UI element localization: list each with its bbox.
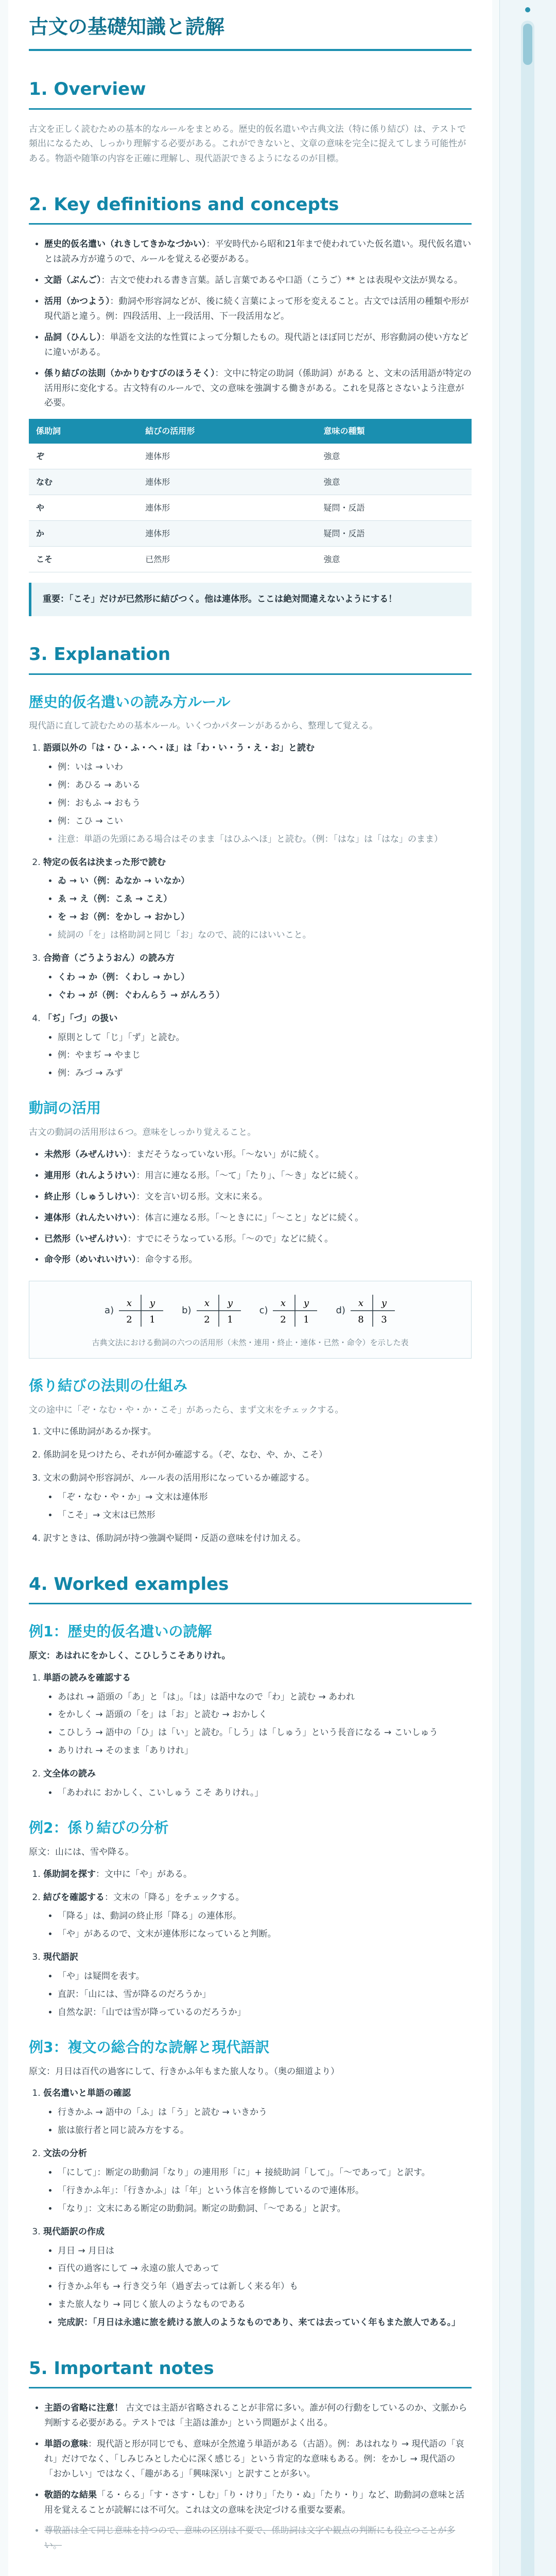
list-item [44,1252,472,1267]
step-title: 文全体の読み [43,1769,96,1780]
table-cell: 疑問・反語 [316,495,472,520]
list-item: • 百代の過客にして → 永遠の旅人であって [58,2261,472,2276]
scrollbar-track[interactable] [521,21,534,2576]
sub-list [43,1030,472,1081]
example-heading: 例3：複文の総合的な読解と現代語訳 [29,2038,270,2056]
list-item: • 原則として「じ」「ず」と読む。 [58,1030,472,1045]
conjugation-figure [29,1281,472,1359]
list-item: • 例：おもふ → おもう [58,796,472,811]
term: 歴史的仮名遣い（れきしてきかなづかい） [44,239,206,250]
term: 品詞（ひんし） [44,332,101,343]
list-item: • 注意：単語の先頭にある場合はそのまま「はひふへほ」と読む。（例：「はな」は「はな」のまま） [58,832,472,847]
step-title: 文末の動詞や形容詞が、ルール表の活用形になっているか確認する。 [43,1473,315,1484]
table-row [29,495,472,520]
list-item: • 「行きかふ年」：「行きかふ」は「年」という体言を修飾しているので連体形。 [58,2183,472,2198]
list-item [44,1147,472,1162]
table-row [29,469,472,495]
kakari-table [29,419,472,572]
overview-paragraph: 古文を正しく読むための基本的なルールをまとめる。歴史的仮名遣いや古典文法（特に係り結び）は、テストで頻出になるため、しっかり理解する必要がある。これができないと、文章の意味を完全に捉えてしまう可能性がある。物語や随筆の内容を正確に理解し、現代語訳できるようになるのが目標。 [29,124,466,164]
matrix-cell: 3 [381,1314,387,1326]
list-item: • 直訳：「山には、雪が降るのだろうか」 [58,1987,472,2002]
term: 単語の意味 [44,2438,88,2449]
list-item [44,1190,472,1205]
matrix-cell: 8 [358,1314,364,1326]
example-heading: 例2：係り結びの分析 [29,1819,169,1836]
list-item: 2. 係助詞を見つけたら、それが何か確認する。（ぞ、なむ、や、か、こそ） [43,1448,472,1463]
list-item [44,2401,472,2431]
list-item: • ゐ → い（例：ゐなか → いなか） [58,874,472,889]
list-item: • 「にして」：断定の助動詞「なり」の連用形「に」+ 接続助詞「して」。「〜であって」と訳す。 [58,2165,472,2180]
sub-list [43,1909,472,1942]
list-item: • ありけれ → そのまま「ありけれ」 [58,1743,472,1758]
notes-list [29,2401,472,2553]
figure-caption: 古典文法における動詞の六つの活用形（未然・連用・終止・連体・已然・命令）を示した表 [92,1338,409,1348]
list-item: • 行きかふ年も → 行き交う年（過ぎ去っては新しく来る年）も [58,2279,472,2294]
matrix-cell: 1 [227,1314,233,1326]
matrix-cell: x [281,1298,286,1309]
list-item: • 完成訳：「月日は永遠に旅を続ける旅人のようなものであり、来ては去っていく年もまた旅人である。」 [58,2315,472,2330]
term: 終止形（しゅうしけい） [44,1191,136,1202]
subsection-intro: 古文の動詞の活用形は６つ。意味をしっかり覚えること。 [29,1127,256,1138]
figure-label: b) [182,1305,192,1316]
struck-text: 尊敬語は全て同じ意味を持つので、意味の区別は不要で、係助詞は文字や観点の判断にも役立つことが多い。 [44,2526,456,2551]
rule-title: 「ぢ」「づ」の扱い [43,1013,118,1024]
sub-list [43,2165,472,2216]
subsection-heading: 係り結びの法則の仕組み [29,1377,188,1394]
list-item [44,237,472,267]
list-item [44,294,472,324]
matrix-cell: y [150,1298,155,1309]
subsection-intro: 文の途中に「ぞ・なむ・や・か・こそ」があったら、まず文末をチェックする。 [29,1404,344,1415]
definition: ：動詞や形容詞などが、後に続く言葉によって形を変えること。古文では活用の種類や形が現代語と違う。例：四段活用、上一段活用、下一段活用など。 [44,296,469,321]
list-item: • あはれ → 語頭の「あ」と「は」。「は」は語中なので「わ」と読む → あわれ [58,1690,472,1705]
term: 連体形（れんたいけい） [44,1212,136,1223]
page-title: 古文の基礎知識と読解 [29,14,472,51]
table-cell: 連体形 [138,469,316,495]
list-item: • 例：いは → いわ [58,760,472,775]
list-item [43,855,472,943]
scroll-rail [499,0,556,2576]
table-cell: ぞ [29,444,138,469]
subsection-heading: 動詞の活用 [29,1099,101,1117]
list-item: • 続詞の「を」は格助詞と同じ「お」なので、読的にはいいこと。 [58,928,472,943]
column-header: 意味の種類 [316,419,472,443]
figure-label: d) [336,1305,345,1316]
list-item [43,1471,472,1523]
sub-list [43,2244,472,2330]
table-cell: や [29,495,138,520]
document-content [8,0,492,2576]
definition: ：文を言い切る形。文末に来る。 [136,1191,268,1202]
matrix-cell: y [227,1298,233,1309]
matrix-cell: 1 [303,1314,310,1326]
step-title: 現代語訳の作成 [43,2226,105,2237]
list-item: • 例：やまぢ → やまじ [58,1048,472,1063]
term: 敬語的な結果 [44,2489,97,2500]
table-cell: 連体形 [138,495,316,520]
list-item [43,1011,472,1081]
conjugation-list [29,1147,472,1267]
list-item: • 「こそ」→ 文末は已然形 [58,1508,472,1523]
list-item: • 旅は旅行者と同じ読み方をする。 [58,2123,472,2138]
table-cell: 強意 [316,444,472,469]
example-problem: 原文：あはれにをかしく、こひしうこそありけれ。 [29,1650,231,1661]
example-steps [29,1867,472,2020]
matrix-cell: 1 [149,1314,155,1326]
list-item: 4. 訳すときは、係助詞が持つ強調や疑問・反語の意味を付け加える。 [43,1531,472,1546]
sub-list [43,2105,472,2138]
table-row [29,521,472,547]
example-heading: 例1：歴史的仮名遣いの読解 [29,1623,212,1640]
example-steps [29,2086,472,2330]
list-item [44,366,472,411]
example-problem: 原文：山には、雪や降る。 [29,1846,134,1857]
list-item [44,330,472,360]
matrix-cell: 2 [203,1314,210,1326]
definition: ：用言に連なる形。「〜て」「たり」、「〜き」などに続く。 [136,1170,364,1181]
list-item: • 「や」があるので、文末が連体形になっていると判断。 [58,1927,472,1942]
list-item: • 例：こひ → こい [58,814,472,829]
list-item [43,1767,472,1801]
list-item-struck [44,2523,472,2553]
list-item: • 例：あひる → あいる [58,778,472,793]
list-item: • 「降る」は、動詞の終止形「降る」の連体形。 [58,1909,472,1924]
definition: ：命令する形。 [136,1255,198,1265]
figure-label: a) [105,1305,114,1316]
list-item [43,2225,472,2330]
table-row [29,547,472,572]
definition: ：古文で使われる書き言葉。話し言葉であるや口語（こうご）** とは表現や文法が異なる。 [101,275,463,286]
scrollbar-thumb[interactable] [523,24,532,65]
term: 係り結びの法則（かかりむすびのほうそく） [44,368,215,379]
list-item: • こひしう → 語中の「ひ」は「い」と読む。「しう」は「しゅう」という長音になる → こいしゅう [58,1725,472,1740]
list-item [44,1211,472,1226]
sub-list [43,1490,472,1523]
matrix-cell: y [381,1298,387,1309]
list-item: • ぐわ → が（例：ぐわんらう → がんろう） [58,988,472,1003]
kakari-steps-list [29,1425,472,1546]
subsection-intro: 現代語に直して読むための基本ルール。いくつかパターンがあるから、整理して覚える。 [29,721,378,732]
list-item: • 例：みづ → みず [58,1066,472,1081]
list-item [44,1168,472,1183]
list-item: • 行きかふ → 語中の「ふ」は「う」と読む → いきかう [58,2105,472,2120]
sub-list [43,760,472,846]
matrix-cell: 2 [126,1314,132,1326]
list-item [43,1950,472,2020]
list-item [43,2086,472,2138]
table-cell: 疑問・反語 [316,521,472,547]
subsection-heading: 歴史的仮名遣いの読み方ルール [29,693,231,710]
table-cell: か [29,521,138,547]
matrix-cell: x [204,1298,210,1309]
term: 未然形（みぜんけい） [44,1149,128,1160]
example-problem: 原文：月日は百代の過客にして、行きかふ年もまた旅人なり。（奥の細道より） [29,2066,340,2077]
term: 連用形（れんようけい） [44,1170,136,1181]
definition: ：単語を文法的な性質によって分類したもの。現代語とほぼ同じだが、形容動詞の使い方などに違いがある。 [44,332,468,358]
sub-list [43,874,472,943]
list-item [43,1867,472,1882]
kana-rules-list [29,741,472,1081]
term: 命令形（めいれいけい） [44,1255,136,1265]
figure-item [105,1293,164,1329]
table-cell: 強意 [316,469,472,495]
table-row [29,444,472,469]
matrix-diagram [350,1293,396,1329]
figure-item [336,1293,395,1329]
list-item [43,1890,472,1942]
term: 主語の省略に注意！ [44,2403,123,2414]
term: 文語（ぶんご） [44,275,101,286]
matrix-diagram [272,1293,318,1329]
list-item [44,2488,472,2518]
list-item: • 「あわれに おかしく、こいしゅう こそ ありけれ。」 [58,1786,472,1801]
step-title: 係助詞を探す [43,1869,96,1879]
list-item [44,1232,472,1247]
section-heading-examples: 4. Worked examples [29,1573,472,1604]
note-text: 「る・らる」「す・さす・しむ」「り・けり」「たり・ぬ」「たり・り」など、助動詞の意味と活用を覚えることが読解には不可欠。これは文の意味を決定づける重要な要素。 [44,2489,464,2515]
matrix-diagram [196,1293,242,1329]
list-item: • を → お（例：をかし → おかし） [58,910,472,925]
matrix-cell: 2 [280,1314,287,1326]
figure-item [259,1293,319,1329]
list-item [44,273,472,288]
note-text: 古文では主語が省略されることが非常に多い。誰が何の行動をしているのか、文脈から判断する必要がある。テストでは「主語は誰か」という問題がよく出る。 [44,2403,467,2429]
section-heading-definitions: 2. Key definitions and concepts [29,193,472,225]
section-heading-explanation: 3. Explanation [29,643,472,674]
note-text: ：現代語と形が同じでも、意味が全然違う単語がある（古語）。例：あはれなり → 現代語の「哀れ」だけでなく、「しみじみとした心に深く感じる」という肯定的な意味もある。例：をかし → 現代語の「おかしい」ではなく、「趣がある」「興味深い」と訳すことが多い。 [44,2438,464,2479]
term: 活用（かつよう） [44,296,110,307]
list-item [43,741,472,846]
example-steps [29,1671,472,1801]
step-title: 仮名遣いと単語の確認 [43,2088,131,2099]
figure-item [182,1293,241,1329]
section-heading-notes: 5. Important notes [29,2357,472,2388]
column-header: 結びの活用形 [138,419,316,443]
step-text: ：文中に「や」がある。 [96,1869,192,1879]
rule-title: 語頭以外の「は・ひ・ふ・へ・ほ」は「わ・い・う・え・お」と読む [43,743,315,754]
step-title: 現代語訳 [43,1952,78,1963]
list-item [43,951,472,1003]
matrix-cell: y [304,1298,309,1309]
list-item: • 自然な訳：「山では雪が降っているのだろうか」 [58,2005,472,2020]
figure-label: c) [259,1305,268,1316]
important-note [29,583,472,616]
sub-list [43,1690,472,1759]
sub-list [43,1969,472,2020]
list-item: • 月日 → 月日は [58,2244,472,2259]
step-title: 結びを確認する [43,1892,105,1903]
note-text: 重要：「こそ」だけが已然形に結びつく。他は連体形。ここは絶対間違えないようにする！ [43,594,397,605]
matrix-cell: x [127,1298,132,1309]
list-item [43,1671,472,1758]
definition: ：体言に連なる形。「〜ときにに」「〜こと」などに続く。 [136,1212,364,1223]
step-title: 文法の分析 [43,2148,87,2159]
rule-title: 合拗音（ごうようおん）の読み方 [43,953,175,964]
term: 已然形（いぜんけい） [44,1233,128,1244]
definitions-list [29,237,472,411]
list-item: 1. 文中に係助詞があるか探す。 [43,1425,472,1439]
list-item: • くわ → か（例：くわし → かし） [58,970,472,985]
step-title: 単語の読みを確認する [43,1672,131,1683]
list-item: • また旅人なり → 同じく旅人のようなものである [58,2297,472,2312]
table-cell: 連体形 [138,444,316,469]
matrix-diagram [118,1293,164,1329]
list-item: • をかしく → 語頭の「を」は「お」と読む → おかしく [58,1707,472,1722]
figure-row [40,1293,461,1329]
section-heading-overview: 1. Overview [29,78,472,109]
list-item [44,2437,472,2482]
table-cell: なむ [29,469,138,495]
sub-list [43,970,472,1003]
status-dot-icon [525,7,530,12]
list-item: • 「なり」：文末にある断定の助動詞。断定の助動詞、「〜である」と訳す。 [58,2201,472,2216]
list-item: • 「ぞ・なむ・や・か」→ 文末は連体形 [58,1490,472,1505]
sub-list [43,1786,472,1801]
table-cell: 已然形 [138,547,316,572]
list-item: • 「や」は疑問を表す。 [58,1969,472,1984]
table-cell: 連体形 [138,521,316,547]
step-text: ：文末の「降る」をチェックする。 [105,1892,245,1903]
table-cell: 強意 [316,547,472,572]
definition: ：まだそうなっていない形。「〜ない」がに続く。 [127,1149,324,1160]
definition: ：すでにそうなっている形。「〜ので」などに続く。 [127,1233,334,1244]
matrix-cell: x [358,1298,364,1309]
definition: ：平安時代から昭和21年まで使われていた仮名遣い。現代仮名遣いとは読み方が違うので、ルールを覚える必要がある。 [44,239,472,265]
table-header-row [29,419,472,443]
list-item: • ゑ → え（例：こゑ → こえ） [58,892,472,907]
column-header: 係助詞 [29,419,138,443]
rule-title: 特定の仮名は決まった形で読む [43,857,166,868]
table-cell: こそ [29,547,138,572]
definition: ：文中に特定の助詞（係助詞）がある と、文末の活用語が特定の活用形に変化する。古文特有のルールで、文の意味を強調する働きがある。これを見落とさないよう注意が必要。 [44,368,472,409]
list-item [43,2146,472,2216]
